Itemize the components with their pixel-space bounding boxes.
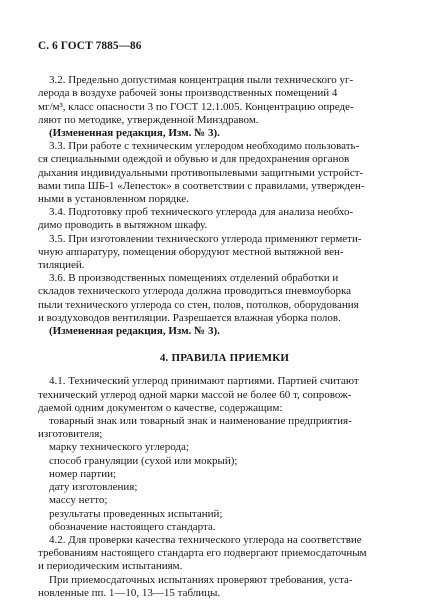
text-line: чную аппаратуру, помещения оборудуют местной вытяжной вен-	[38, 245, 344, 258]
paragraph-4-1	[38, 375, 411, 415]
text-line: 4.2. Для проверки качества технического углерода на соответствие	[49, 533, 362, 546]
paragraph-3-5	[38, 233, 411, 273]
paragraph-4-2	[38, 534, 411, 574]
text-line: новленные пп. 1—10, 13—15 таблицы.	[38, 586, 221, 599]
text-line: При приемосдаточных испытаниях проверяют требования, уста-	[49, 573, 353, 586]
text-line: 3.5. При изготовлении технического углерода применяют гермети-	[49, 232, 362, 245]
text-line: 3.2. Предельно допустимая концентрация пыли технического уг-	[49, 74, 354, 87]
text-line: тиляцией.	[38, 259, 85, 272]
list-item: изготовителя;	[38, 428, 103, 441]
text-line: ными в установленном порядке.	[38, 193, 189, 206]
text-line: даемой одним документом о качестве, содержащим:	[38, 401, 283, 414]
text-line: дыхания индивидуальными противопылевыми защитными устройст-	[38, 166, 364, 179]
text-line: технический углерод одной марки массой не более 60 т, сопровож-	[38, 388, 352, 401]
text-line: и воздуховодов вентиляции. Разрешается влажная уборка полов.	[38, 311, 341, 324]
text-line: димо проводить в вытяжном шкафу.	[38, 219, 208, 232]
text-line: 3.6. В производственных помещениях отделений обработки и	[49, 272, 339, 285]
paragraph-3-6	[38, 272, 411, 325]
document-contents-list	[38, 415, 411, 534]
list-item: способ грануляции (сухой или мокрый);	[49, 454, 238, 467]
paragraph-3-2	[38, 74, 411, 127]
paragraph-3-4	[38, 206, 411, 232]
list-item: массу нетто;	[49, 494, 108, 507]
text-line: вами типа ШБ-1 «Лепесток» в соответствии с правилами, утвержден-	[38, 179, 365, 192]
text-line: пыли технического углерода со стен, полов, потолков, оборудования	[38, 298, 359, 311]
text-line: требованиям настоящего стандарта его подвергают приемосдаточным	[38, 547, 367, 560]
text-line: 3.4. Подготовку проб технического углерода для анализа необхо-	[49, 206, 354, 219]
text-line: складов технического углерода должна проводиться пневмоуборка	[38, 285, 352, 298]
list-item: результаты проведенных испытаний;	[49, 507, 223, 520]
text-line: мг/м³, класс опасности 3 по ГОСТ 12.1.005. Концентрацию опреде-	[38, 100, 354, 113]
list-item: марку технического углерода;	[49, 441, 189, 454]
amendment-note: (Измененная редакция, Изм. № 3).	[49, 325, 220, 338]
list-item: обозначение настоящего стандарта.	[49, 520, 216, 533]
text-line: ся специальными одеждой и обувью и для предохранения органов	[38, 153, 350, 166]
text-line: ляют по методике, утвержденной Минздравом.	[38, 113, 259, 126]
list-item: дату изготовления;	[49, 481, 138, 494]
page-header: С. 6 ГОСТ 7885—86	[38, 40, 142, 52]
paragraph-3-3	[38, 140, 411, 206]
amendment-note: (Измененная редакция, Изм. № 3).	[49, 127, 220, 140]
text-line: и периодическим испытаниям.	[38, 560, 183, 573]
paragraph-4-2-continued	[38, 574, 411, 600]
list-item: номер партии;	[49, 467, 117, 480]
list-item: товарный знак или товарный знак и наименование предприятия-	[49, 415, 352, 428]
text-line: лерода в воздухе рабочей зоны производственных помещений 4	[38, 87, 338, 100]
section-title: 4. ПРАВИЛА ПРИЕМКИ	[159, 352, 290, 365]
text-line: 3.3. При работе с техническим углеродом необходимо пользовать-	[49, 140, 360, 153]
text-line: 4.1. Технический углерод принимают партиями. Партией считают	[49, 375, 359, 388]
